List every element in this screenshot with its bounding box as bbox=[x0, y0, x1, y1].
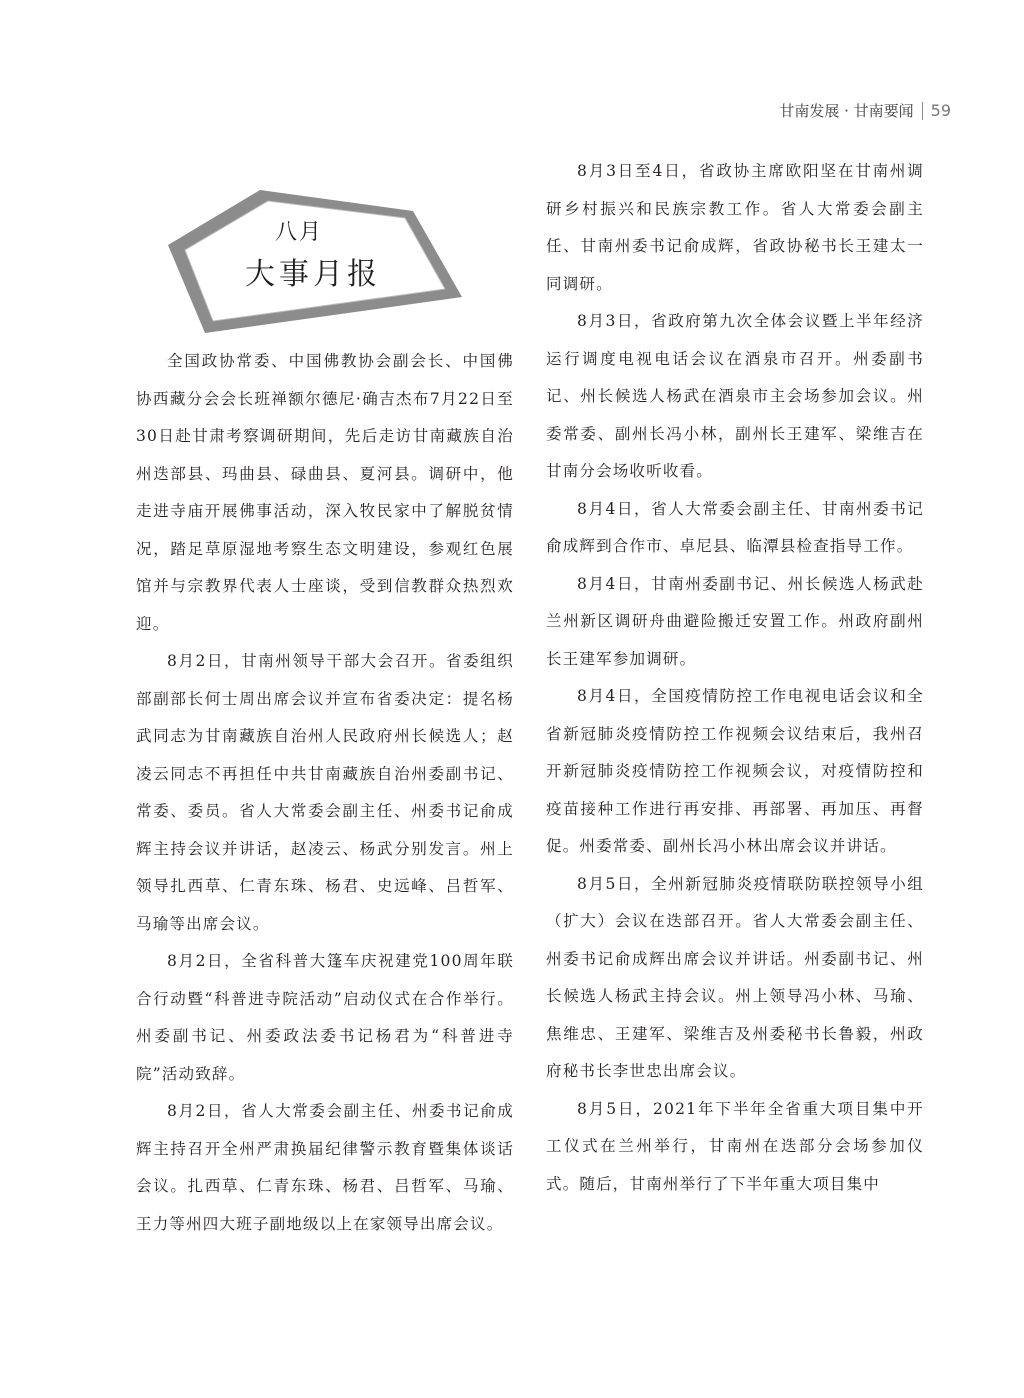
page-number: 59 bbox=[930, 101, 951, 120]
month-badge bbox=[165, 185, 475, 335]
news-paragraph: 8月2日，省人大常委会副主任、州委书记俞成辉主持召开全州严肃换届纪律警示教育暨集体谈话会议。扎西草、仁青东珠、杨君、吕哲军、马瑜、王力等州四大班子副地级以上在家领导出席会议。 bbox=[136, 1102, 514, 1233]
news-paragraph: 8月4日，全国疫情防控工作电视电话会议和全省新冠肺炎疫情防控工作视频会议结束后，我州召开新冠肺炎疫情防控工作视频会议，对疫情防控和疫苗接种工作进行再安排、再部署、再加压、再督促。州委常委、副州长冯小林出席会议并讲话。 bbox=[546, 687, 924, 855]
running-header bbox=[779, 100, 951, 121]
right-column bbox=[546, 153, 924, 1203]
news-paragraph: 8月2日，全省科普大篷车庆祝建党100周年联合行动暨“科普进寺院活动”启动仪式在合作举行。州委副书记、州委政法委书记杨君为“科普进寺院”活动致辞。 bbox=[136, 952, 514, 1083]
news-paragraph: 全国政协常委、中国佛教协会副会长、中国佛协西藏分会会长班禅额尔德尼·确吉杰布7月22日至30日赴甘肃考察调研期间，先后走访甘南藏族自治州迭部县、玛曲县、碌曲县、夏河县。调研中，他走进寺庙开展佛事活动，深入牧民家中了解脱贫情况，踏足草原湿地考察生态文明建设，参观红色展馆并与宗教界代表人士座谈，受到信教群众热烈欢迎。 bbox=[136, 352, 514, 633]
left-column bbox=[136, 343, 514, 1243]
section-title: 甘南发展 · 甘南要闻 bbox=[779, 102, 914, 120]
news-paragraph: 8月3日至4日，省政协主席欧阳坚在甘南州调研乡村振兴和民族宗教工作。省人大常委会副主任、甘南州委书记俞成辉，省政协秘书长王建太一同调研。 bbox=[546, 162, 924, 293]
news-paragraph: 8月5日，2021年下半年全省重大项目集中开工仪式在兰州举行，甘南州在迭部分会场参加仪式。随后，甘南州举行了下半年重大项目集中 bbox=[546, 1099, 924, 1193]
badge-title: 大事月报 bbox=[245, 257, 381, 292]
news-paragraph: 8月3日，省政府第九次全体会议暨上半年经济运行调度电视电话会议在酒泉市召开。州委副书记、州长候选人杨武在酒泉市主会场参加会议。州委常委、副州长冯小林，副州长王建军、梁维吉在甘南分会场收听收看。 bbox=[546, 312, 924, 480]
news-paragraph: 8月5日，全州新冠肺炎疫情联防联控领导小组（扩大）会议在迭部召开。省人大常委会副主任、州委书记俞成辉出席会议并讲话。州委副书记、州长候选人杨武主持会议。州上领导冯小林、马瑜、焦维忠、王建军、梁维吉及州委秘书长鲁毅，州政府秘书长李世忠出席会议。 bbox=[546, 874, 924, 1080]
news-paragraph: 8月4日，甘南州委副书记、州长候选人杨武赴兰州新区调研舟曲避险搬迁安置工作。州政府副州长王建军参加调研。 bbox=[546, 574, 924, 668]
news-paragraph: 8月4日，省人大常委会副主任、甘南州委书记俞成辉到合作市、卓尼县、临潭县检查指导工作。 bbox=[546, 499, 924, 555]
news-paragraph: 8月2日，甘南州领导干部大会召开。省委组织部副部长何士周出席会议并宣布省委决定：提名杨武同志为甘南藏族自治州人民政府州长候选人；赵凌云同志不再担任中共甘南藏族自治州委副书记、常委、委员。省人大常委会副主任、州委书记俞成辉主持会议并讲话，赵凌云、杨武分别发言。州上领导扎西草、仁青东珠、杨君、史远峰、吕哲军、马瑜等出席会议。 bbox=[136, 652, 514, 933]
header-divider bbox=[922, 102, 923, 120]
badge-month-label: 八月 bbox=[275, 220, 324, 245]
